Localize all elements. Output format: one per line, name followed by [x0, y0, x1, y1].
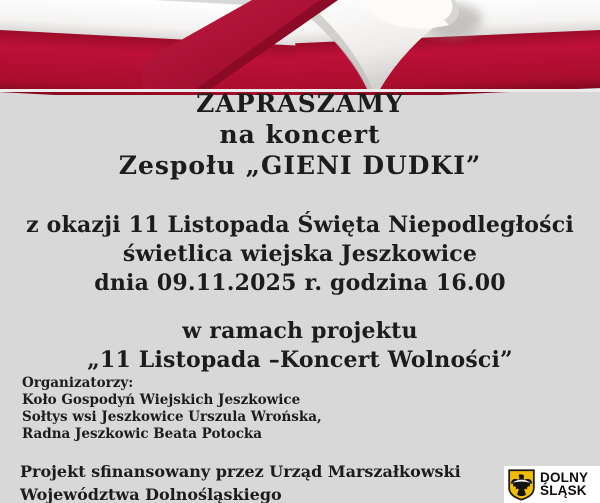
organizer-name-1: Koło Gospodyń Wiejskich Jeszkowice	[22, 392, 301, 408]
funding-note: Projekt sfinansowany przez Urząd Marszałkowski Województwa Dolnośląskiego	[20, 462, 461, 503]
logo-wordmark	[540, 472, 588, 497]
organizers-label: Organizatorzy:	[22, 375, 134, 391]
event-occasion-line: z okazji 11 Listopada Święta Niepodległości	[26, 212, 574, 238]
project-intro-line: w ramach projektu	[182, 318, 418, 344]
logo-word-dolny: DOLNY	[540, 470, 589, 485]
project-title-line: „11 Listopada –Koncert Wolności”	[87, 347, 513, 373]
polish-flag-ribbon-graphic	[0, 0, 600, 95]
event-details	[0, 211, 600, 298]
lower-silesia-eagle-crest-icon	[508, 469, 535, 501]
event-venue-line: świetlica wiejska Jeszkowice	[122, 241, 478, 267]
project-info	[0, 317, 600, 375]
organizers-block	[22, 375, 322, 443]
invitation-line-na-koncert: na koncert	[219, 120, 381, 149]
organizer-name-2: Sołtys wsi Jeszkowice Urszula Wrońska,	[22, 409, 322, 425]
invitation-line-band-name: Zespołu „GIENI DUDKI”	[118, 151, 482, 180]
dolny-slask-logo	[504, 466, 600, 503]
logo-word-slask: ŚLĄSK	[540, 482, 587, 498]
invitation-line-zapraszamy: ZAPRASZAMY	[196, 89, 404, 118]
invitation-header	[0, 88, 600, 181]
organizer-name-3: Radna Jeszkowic Beata Potocka	[22, 426, 263, 442]
event-datetime-line: dnia 09.11.2025 r. godzina 16.00	[94, 270, 506, 296]
